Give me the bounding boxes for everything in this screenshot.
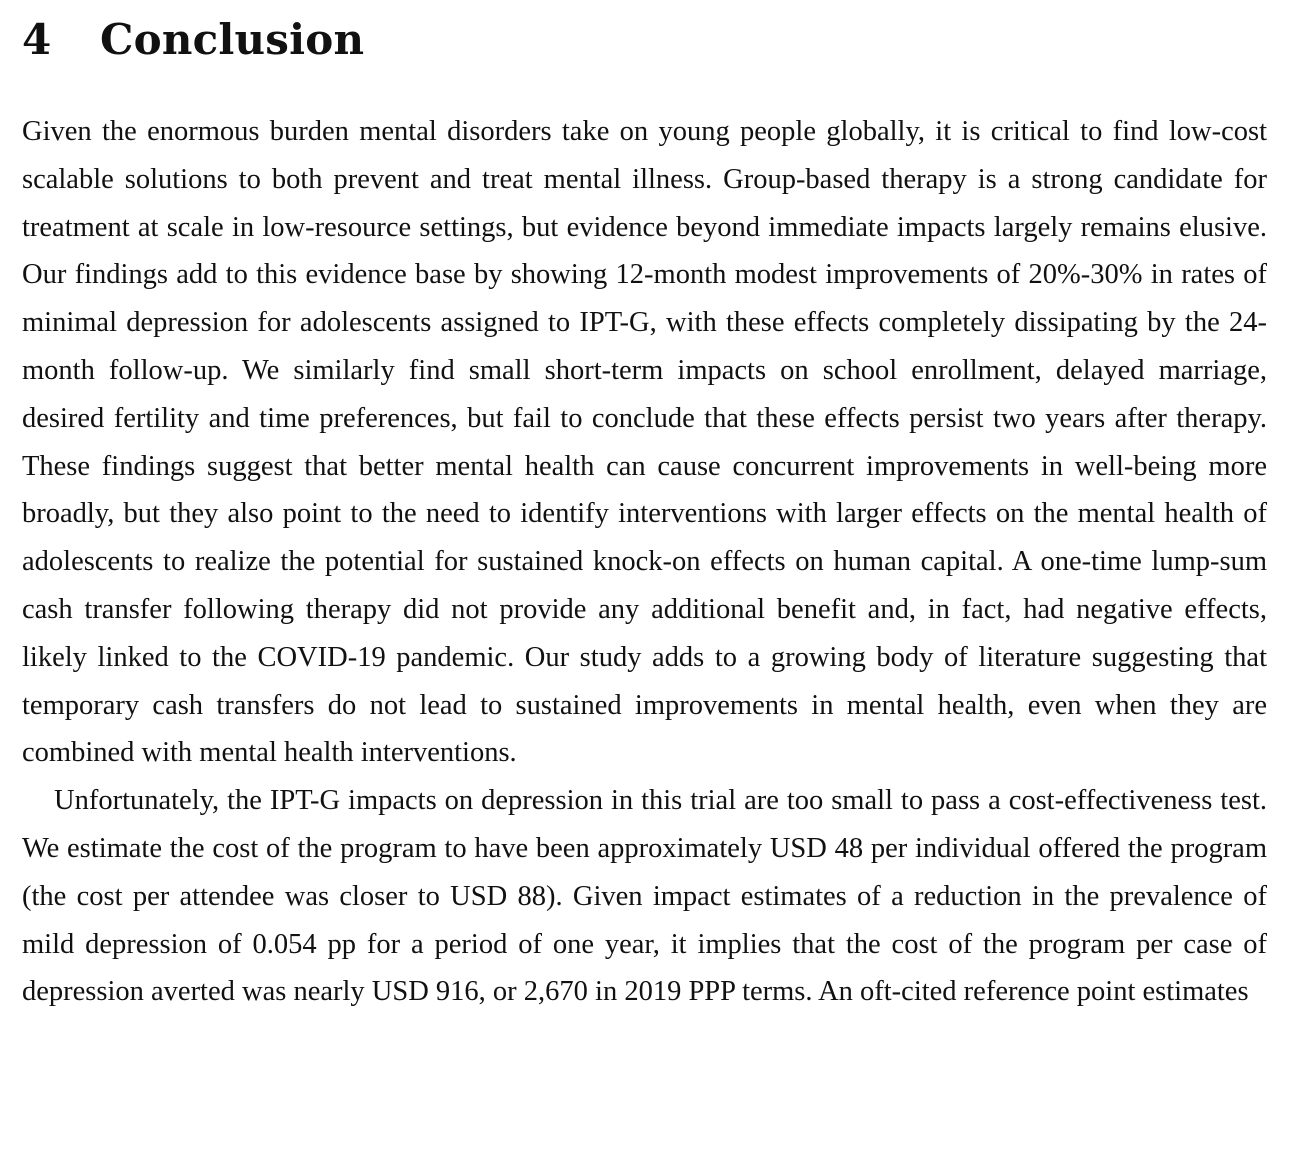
paragraph-cost-effectiveness: Unfortunately, the IPT-G impacts on depression in this trial are too small to pass a cost-effectiveness test. We estimate the cost of the program to have been approximately USD 48 per individual offered the program (the cost per attendee was closer to USD 88). Given impact estimates of a reduction in the prevalence of mild depression of 0.054 pp for a period of one year, it implies that the cost of the program per case of depression averted was nearly USD 916, or 2,670 in 2019 PPP terms. An oft-cited reference point estimates	[22, 785, 1267, 1008]
section-body	[22, 108, 1267, 1016]
paragraph-summary: Given the enormous burden mental disorders take on young people globally, it is critical to find low-cost scalable solutions to both prevent and treat mental illness. Group-based therapy is a strong candidate for treatment at scale in low-resource settings, but evidence beyond immediate impacts largely remains elusive. Our findings add to this evidence base by showing 12-month modest improvements of 20%-30% in rates of minimal depression for adolescents assigned to IPT-G, with these effects completely dissipating by the 24-month follow-up. We similarly find small short-term impacts on school enrollment, delayed marriage, desired fertility and time preferences, but fail to conclude that these effects persist two years after therapy. These findings suggest that better mental health can cause concurrent improvements in well-being more broadly, but they also point to the need to identify interventions with larger effects on the mental health of adolescents to realize the potential for sustained knock-on effects on human capital. A one-time lump-sum cash transfer following therapy did not provide any additional benefit and, in fact, had negative effects, likely linked to the COVID-19 pandemic. Our study adds to a growing body of literature suggesting that temporary cash transfers do not lead to sustained improvements in mental health, even when they are combined with mental health interventions.	[22, 116, 1267, 769]
section-heading	[22, 0, 1267, 70]
section-number: 4	[22, 15, 52, 64]
section-title: Conclusion	[100, 15, 365, 64]
